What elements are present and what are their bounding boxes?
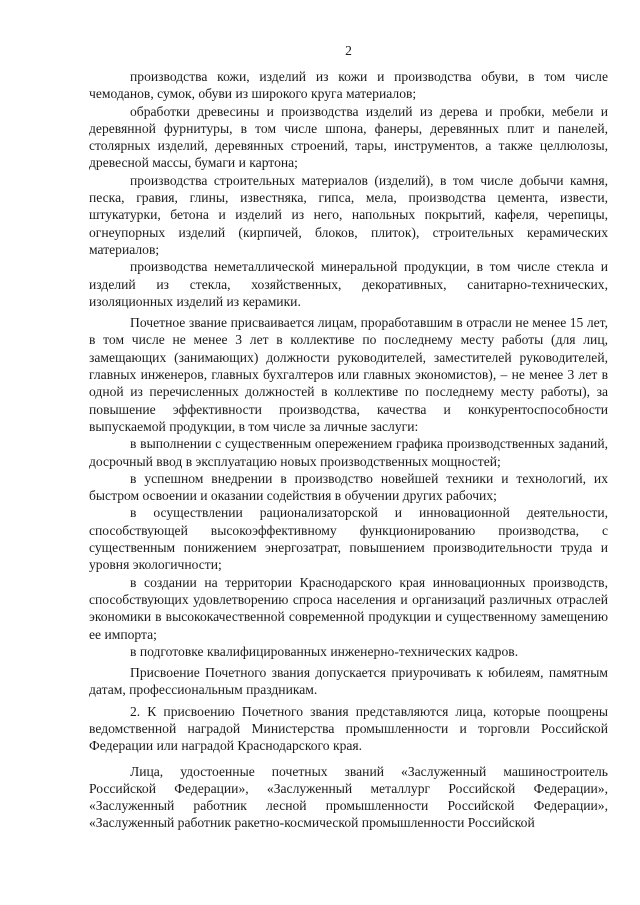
paragraph: Почетное звание присваивается лицам, проработавшим в отрасли не менее 15 лет, в том числе не менее 3 лет в коллективе по последнему месту работы (для лиц, замещающих (занимающих) должности руководителей, заместителей руководителей, главных инженеров, главных бухгалтеров или главных экономистов), – не менее 3 лет в одной из перечисленных должностей в коллективе по последнему месту работы), за повышение эффективности производства, качества и конкурентоспособности выпускаемой продукции, в том числе за личные заслуги: bbox=[89, 315, 608, 434]
paragraph: в осуществлении рационализаторской и инновационной деятельности, способствующей высокоэффективному функционированию производства, с существенным понижением энергозатрат, повышением производительности труда и уровня экологичности; bbox=[89, 505, 608, 573]
paragraph: Лица, удостоенные почетных званий «Заслуженный машиностроитель Российской Федерации», «Заслуженный металлург Российской Федерации», «Заслуженный работник лесной промышленности Российской Федерации», «Заслуженный работник ракетно-космической промышленности Российской bbox=[89, 763, 608, 831]
paragraph: в выполнении с существенным опережением графика производственных заданий, досрочный ввод в эксплуатацию новых производственных мощностей; bbox=[89, 436, 608, 469]
paragraph: производства строительных материалов (изделий), в том числе добычи камня, песка, гравия, глины, известняка, гипса, мела, производства цемента, извести, штукатурки, бетона и изделий из него, напольных покрытий, кафеля, черепицы, огнеупорных изделий (кирпичей, блоков, плиток), строительных керамических материалов; bbox=[89, 172, 608, 257]
paragraph: 2. К присвоению Почетного звания представляются лица, которые поощрены ведомственной наградой Министерства промышленности и торговли Российской Федерации или наградой Краснодарского края. bbox=[89, 703, 608, 754]
paragraph: производства кожи, изделий из кожи и производства обуви, в том числе чемоданов, сумок, обуви из широкого круга материалов; bbox=[89, 69, 608, 102]
paragraph: в создании на территории Краснодарского края инновационных производств, способствующих удовлетворению спроса населения и организаций различных отраслей экономики в высококачественной современной продукции и существенному замещению ее импорта; bbox=[89, 574, 608, 642]
paragraph: Присвоение Почетного звания допускается приурочивать к юбилеям, памятным датам, профессиональным праздникам. bbox=[89, 665, 608, 698]
paragraph: в успешном внедрении в производство новейшей техники и технологий, их быстром освоении и оказании содействия в обучении других рабочих; bbox=[89, 470, 608, 504]
paragraph: обработки древесины и производства изделий из дерева и пробки, мебели и деревянной фурнитуры, в том числе шпона, фанеры, деревянных плит и панелей, столярных изделий, деревянных строений, тары, инструментов, а также целлюлозы, древесной массы, бумаги и картона; bbox=[89, 103, 608, 171]
page-number: 2 bbox=[345, 43, 352, 58]
paragraph: в подготовке квалифицированных инженерно-технических кадров. bbox=[130, 643, 519, 659]
paragraph: производства неметаллической минеральной продукции, в том числе стекла и изделий из стекла, хозяйственных, декоративных, санитарно-технических, изоляционных изделий из керамики. bbox=[89, 259, 608, 309]
